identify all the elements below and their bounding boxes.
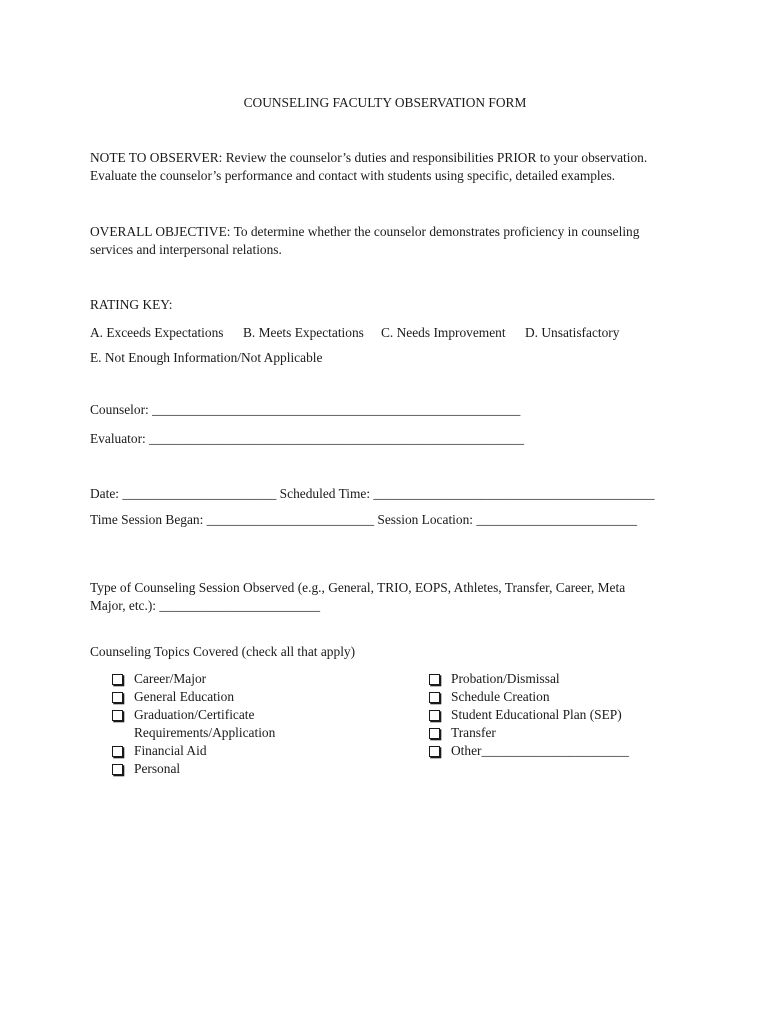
checkbox-icon[interactable]: [429, 746, 440, 757]
topic-label: Transfer: [451, 725, 496, 740]
session-type-line-2[interactable]: Major, etc.): ________________________: [90, 598, 321, 613]
topic-financial-aid[interactable]: [112, 742, 312, 760]
note-line-2: Evaluate the counselor’s performance and contact with students using specific, detailed examples.: [90, 168, 616, 183]
topic-probation-dismissal[interactable]: [429, 670, 689, 688]
checkbox-icon[interactable]: [112, 746, 123, 757]
objective-line-2: services and interpersonal relations.: [90, 242, 282, 257]
topic-general-education[interactable]: [112, 688, 312, 706]
checkbox-icon[interactable]: [112, 692, 123, 703]
topic-label[interactable]: Other______________________: [451, 743, 629, 758]
topic-label: Financial Aid: [134, 743, 207, 758]
rating-c: C. Needs Improvement: [381, 325, 506, 340]
evaluator-field[interactable]: Evaluator: ________________________________________________________: [90, 431, 525, 446]
topics-heading: Counseling Topics Covered (check all that apply): [90, 644, 356, 659]
topic-sep[interactable]: [429, 706, 689, 724]
topic-label: General Education: [134, 689, 235, 704]
note-line-1: NOTE TO OBSERVER: Review the counselor’s duties and responsibilities PRIOR to your observation.: [90, 150, 648, 165]
topic-label: Graduation/Certificate Requirements/Application: [134, 707, 276, 740]
topic-label: Personal: [134, 761, 181, 776]
checkbox-icon[interactable]: [429, 728, 440, 739]
rating-a: A. Exceeds Expectations: [90, 325, 224, 340]
topic-transfer[interactable]: [429, 724, 689, 742]
checkbox-icon[interactable]: [112, 674, 123, 685]
checkbox-icon[interactable]: [112, 764, 123, 775]
rating-d: D. Unsatisfactory: [525, 325, 620, 340]
topic-label: Probation/Dismissal: [451, 671, 560, 686]
topic-career-major[interactable]: [112, 670, 312, 688]
topic-label: Student Educational Plan (SEP): [451, 707, 622, 722]
rating-key-heading: RATING KEY:: [90, 297, 173, 312]
checkbox-icon[interactable]: [429, 710, 440, 721]
checkbox-icon[interactable]: [429, 692, 440, 703]
topic-personal[interactable]: [112, 760, 312, 778]
session-type-line-1: Type of Counseling Session Observed (e.g., General, TRIO, EOPS, Athletes, Transfer, Career, Meta: [90, 580, 626, 595]
date-scheduled-time-field[interactable]: Date: _______________________ Scheduled Time: __________________________________________: [90, 486, 655, 501]
objective-line-1: OVERALL OBJECTIVE: To determine whether the counselor demonstrates proficiency in counseling: [90, 224, 640, 239]
topic-graduation-certificate[interactable]: [112, 706, 312, 742]
rating-b: B. Meets Expectations: [243, 325, 364, 340]
checkbox-icon[interactable]: [112, 710, 123, 721]
topic-other[interactable]: [429, 742, 689, 760]
topics-right-list: [429, 670, 689, 760]
topic-label: Career/Major: [134, 671, 207, 686]
topics-left-list: [112, 670, 312, 778]
counselor-field[interactable]: Counselor: _______________________________________________________: [90, 402, 521, 417]
topic-schedule-creation[interactable]: [429, 688, 689, 706]
checkbox-icon[interactable]: [429, 674, 440, 685]
session-began-location-field[interactable]: Time Session Began: _________________________ Session Location: ________________________: [90, 512, 638, 527]
rating-e: E. Not Enough Information/Not Applicable: [90, 350, 323, 365]
topic-label: Schedule Creation: [451, 689, 550, 704]
form-title: COUNSELING FACULTY OBSERVATION FORM: [243, 95, 527, 110]
